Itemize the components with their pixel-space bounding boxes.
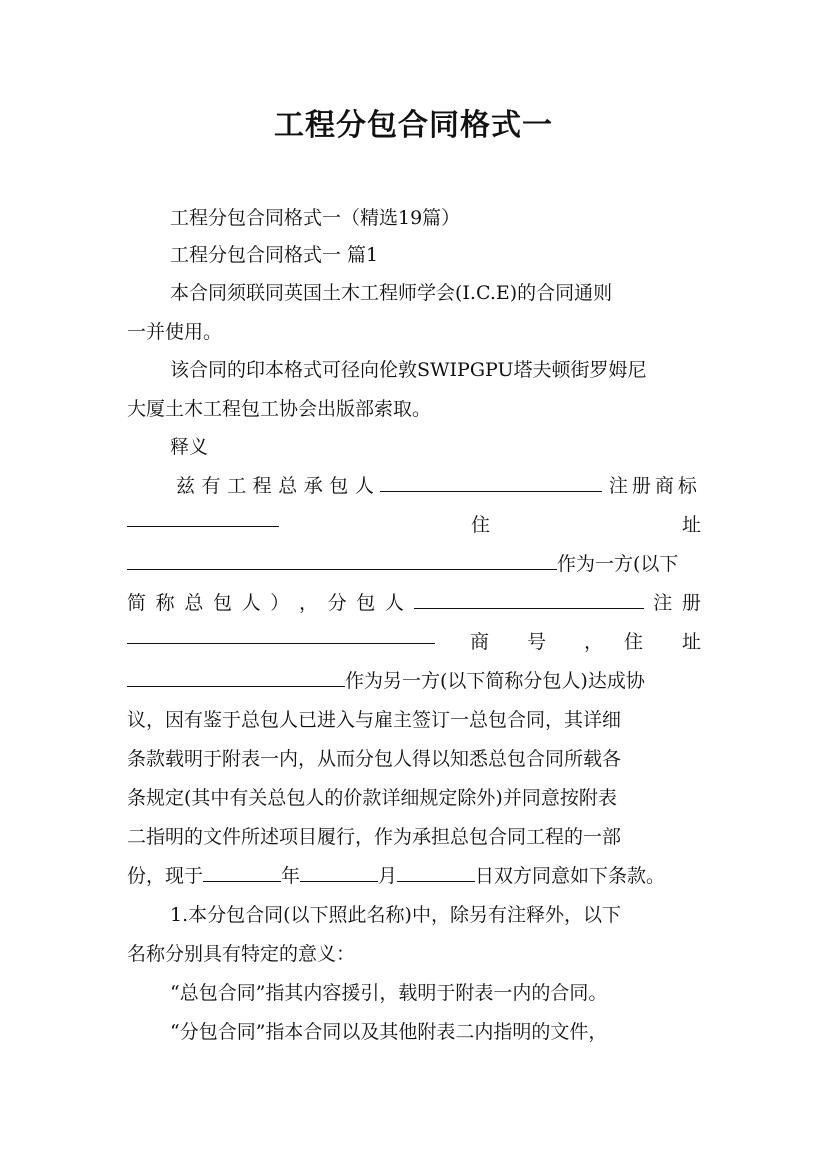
blank-subcontractor-address[interactable] bbox=[127, 685, 345, 687]
contract-line-6: 作为另一方(以下简称分包人)达成协 bbox=[127, 666, 701, 693]
contract-line-3: 作为一方(以下 bbox=[127, 549, 701, 576]
contract-line-9: 条规定(其中有关总包人的价款详细规定除外)并同意按附表 bbox=[127, 787, 617, 809]
blank-day[interactable] bbox=[397, 880, 475, 882]
paragraph-2-line-2: 大厦土木工程包工协会出版部索取。 bbox=[127, 398, 432, 420]
contract-line-10: 二指明的文件所述项目履行，作为承担总包合同工程的一部 bbox=[127, 826, 622, 848]
contract-line-5: 商 号 ， 住 址 bbox=[127, 627, 701, 649]
definition-subcontract: “分包合同”指本合同以及其他附表二内指明的文件， bbox=[170, 1021, 608, 1043]
contract-line-1: 兹 有 工 程 总 承 包 人 注册商标 bbox=[176, 475, 701, 497]
blank-year[interactable] bbox=[203, 880, 281, 882]
clause-1-line-2: 名称分别具有特定的意义： bbox=[127, 943, 356, 965]
clause-1-line-1: 1.本分包合同(以下照此名称)中，除另有注释外，以下 bbox=[170, 904, 621, 926]
contract-line-8: 条款载明于附表一内，从而分包人得以知悉总包合同所载各 bbox=[127, 748, 622, 770]
blank-month[interactable] bbox=[300, 880, 378, 882]
blank-registered-trade-name[interactable] bbox=[127, 642, 435, 644]
paragraph-1-line-1: 本合同须联同英国土木工程师学会(I.C.E)的合同通则 bbox=[170, 282, 613, 304]
section-heading: 释义 bbox=[170, 436, 209, 458]
blank-contractor-name[interactable] bbox=[380, 490, 602, 492]
contract-line-4: 简 称 总 包 人 ） ， 分 包 人 注 册 bbox=[127, 592, 701, 614]
contract-line-2: 住 址 bbox=[127, 510, 701, 532]
subtitle: 工程分包合同格式一（精选19篇） bbox=[170, 207, 461, 229]
paragraph-2-line-1: 该合同的印本格式可径向伦敦SWIPGPU塔夫顿街罗姆尼 bbox=[170, 359, 647, 381]
definition-main-contract: “总包合同”指其内容援引，载明于附表一内的合同。 bbox=[170, 982, 608, 1004]
blank-subcontractor-name[interactable] bbox=[414, 607, 644, 609]
document-title: 工程分包合同格式一 bbox=[274, 108, 553, 143]
chapter-heading: 工程分包合同格式一 篇1 bbox=[170, 244, 379, 266]
contract-line-11: 份，现于 年 月 日双方同意如下条款。 bbox=[127, 865, 666, 887]
blank-trademark[interactable] bbox=[127, 525, 279, 527]
contract-line-7: 议，因有鉴于总包人已进入与雇主签订一总包合同，其详细 bbox=[127, 709, 622, 731]
paragraph-1-line-2: 一并使用。 bbox=[127, 321, 223, 343]
blank-contractor-address[interactable] bbox=[127, 568, 557, 570]
